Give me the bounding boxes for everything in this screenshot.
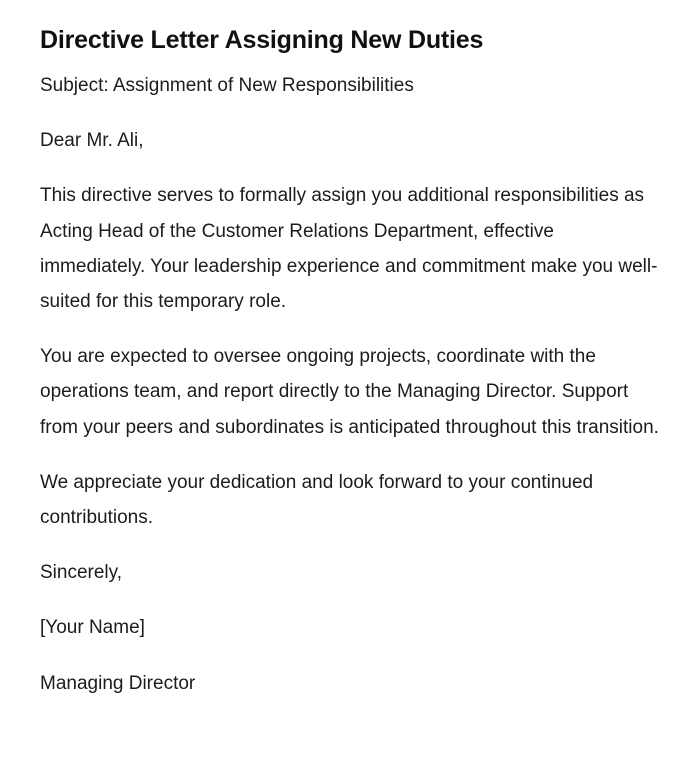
letter-body-paragraph-2: You are expected to oversee ongoing projects, coordinate with the operations team, and report directly to the Managing Director. Support from your peers and subordinates is anticipated throughout this transition.: [40, 346, 659, 438]
letter-title: Directive Letter Assigning New Duties: [40, 26, 484, 54]
letter-document: [40, 23, 660, 701]
letter-body-paragraph-1: This directive serves to formally assign you additional responsibilities as Acting Head of the Customer Relations Department, effective immediately. Your leadership experience and commitment make you well-suited for this temporary role.: [40, 185, 658, 313]
signature-name: [Your Name]: [40, 617, 145, 639]
letter-closing: Sincerely,: [40, 562, 123, 584]
letter-salutation: Dear Mr. Ali,: [40, 130, 144, 152]
letter-body-paragraph-3: We appreciate your dedication and look forward to your continued contributions.: [40, 471, 594, 529]
letter-subject: Subject: Assignment of New Responsibilities: [40, 75, 414, 96]
signature-title: Managing Director: [40, 672, 196, 694]
